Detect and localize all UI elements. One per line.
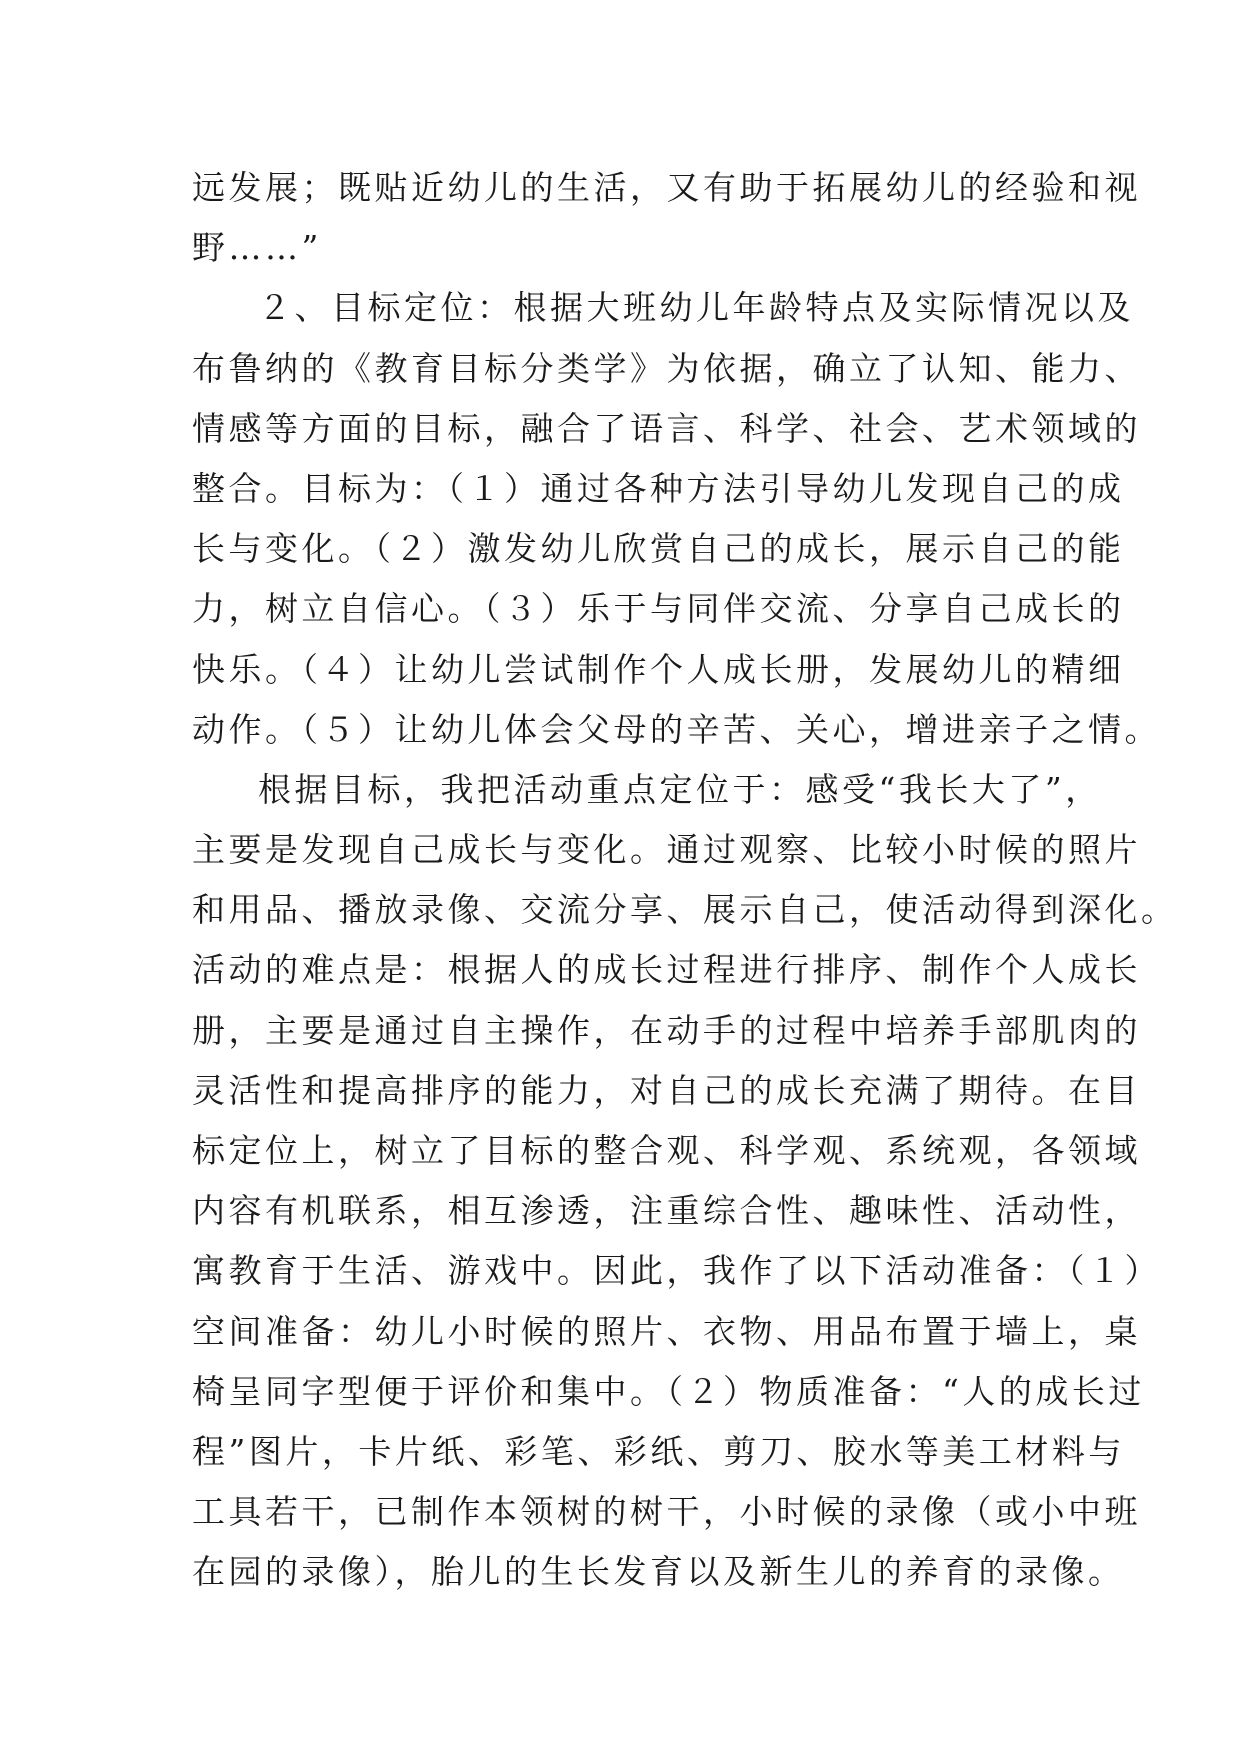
text-line: 灵活性和提高排序的能力，对自己的成长充满了期待。在目 <box>192 1070 1141 1110</box>
body-text <box>192 158 1178 1603</box>
text-line: 力，树立自信心。（３）乐于与同伴交流、分享自己成长的 <box>192 589 1125 629</box>
text-line: 程”图片，卡片纸、彩笔、彩纸、剪刀、胶水等美工材料与 <box>192 1431 1125 1471</box>
text-line: 标定位上，树立了目标的整合观、科学观、系统观，各领域 <box>192 1131 1141 1170</box>
text-line: 和用品、播放录像、交流分享、展示自己，使活动得到深化。 <box>192 890 1178 930</box>
text-line: 整合。目标为：（１）通过各种方法引导幼儿发现自己的成 <box>192 468 1125 508</box>
text-line: 空间准备：幼儿小时候的照片、衣物、用品布置于墙上，桌 <box>192 1311 1141 1351</box>
text-line: 布鲁纳的《教育目标分类学》为依据，确立了认知、能力、 <box>192 348 1141 388</box>
text-line: 椅呈同字型便于评价和集中。（２）物质准备：“人的成长过 <box>192 1371 1145 1411</box>
text-line: 野……” <box>192 228 322 268</box>
paragraph-start-line: ２、目标定位：根据大班幼儿年龄特点及实际情况以及 <box>258 288 1134 328</box>
text-line: 快乐。（４）让幼儿尝试制作个人成长册，发展幼儿的精细 <box>192 649 1125 689</box>
text-line: 远发展；既贴近幼儿的生活，又有助于拓展幼儿的经验和视 <box>192 168 1141 207</box>
text-line: 在园的录像），胎儿的生长发育以及新生儿的养育的录像。 <box>192 1552 1125 1592</box>
text-line: 寓教育于生活、游戏中。因此，我作了以下活动准备：（１） <box>192 1251 1161 1291</box>
text-line: 工具若干，已制作本领树的树干，小时候的录像（或小中班 <box>192 1492 1141 1532</box>
text-line: 主要是发现自己成长与变化。通过观察、比较小时候的照片 <box>192 830 1141 870</box>
text-line: 情感等方面的目标，融合了语言、科学、社会、艺术领域的 <box>192 408 1141 448</box>
text-line: 活动的难点是：根据人的成长过程进行排序、制作个人成长 <box>192 950 1141 990</box>
text-line: 长与变化。（２）激发幼儿欣赏自己的成长，展示自己的能 <box>192 529 1125 569</box>
text-line: 内容有机联系，相互渗透，注重综合性、趣味性、活动性， <box>192 1191 1141 1231</box>
text-line: 动作。（５）让幼儿体会父母的辛苦、关心，增进亲子之情。 <box>192 709 1161 749</box>
paragraph-start-line: 根据目标，我把活动重点定位于：感受“我长大了”， <box>258 769 1102 809</box>
text-line: 册，主要是通过自主操作，在动手的过程中培养手部肌肉的 <box>192 1010 1141 1050</box>
